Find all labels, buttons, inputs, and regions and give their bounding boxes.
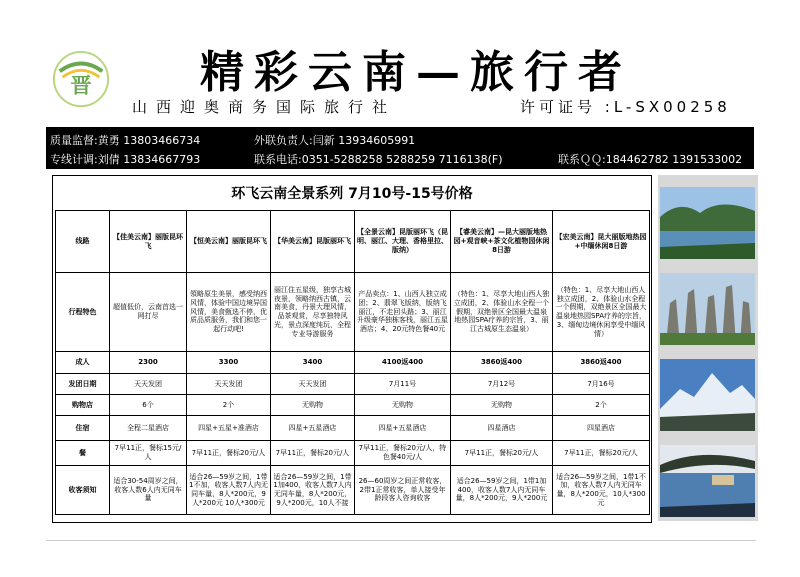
row-label-adult: 成人: [56, 352, 110, 374]
meal-row: [56, 441, 650, 466]
table-cell: 7月16号: [553, 374, 650, 395]
external-contact: 外联负责人:闫新 13934605991: [254, 134, 416, 147]
table-cell: 26—60周岁之间正常收客，2带1正常收客，单人接受年龄段客人咨询收客: [355, 466, 451, 515]
table-cell: 領略原生美景，感受纳西风情，体验中国边境异国风情，美食甄选不停，优质品质服务，我们和您一起行动吧!: [187, 273, 271, 352]
table-cell: 天天发团: [271, 374, 355, 395]
row-label-hotel: 住宿: [56, 416, 110, 441]
svg-text:晋: 晋: [70, 73, 92, 99]
table-cell: 适合26—59岁之间，1带1不加，收客人数7人内无同车量，8人*200元，9人*200元 10人*300元: [187, 466, 271, 515]
adult-price-row: [56, 352, 650, 374]
table-cell: 7早11正，餐标20元/人: [187, 441, 271, 466]
table-cell: 四星酒店: [451, 416, 553, 441]
hotel-row: [56, 416, 650, 441]
photo-sidebar: [658, 175, 758, 521]
table-cell: 7月12号: [451, 374, 553, 395]
table-cell: 7早11正，餐标20元/人: [271, 441, 355, 466]
table-cell: 超值低价，云南首选一网打尽: [110, 273, 187, 352]
table-cell: 无购物: [355, 395, 451, 416]
travel-agency-logo-icon: [52, 50, 110, 108]
table-cell: 7早11正，餐标15元/人: [110, 441, 187, 466]
table-cell: （特色：1、尽享大地山西人独立成团，2、体验山水全程一个假期，双绝景区全国最大温泉地热园SPA疗养的宗旨，3、丽江古城原生态温泉）: [451, 273, 553, 352]
table-cell: 四星+五星酒店: [271, 416, 355, 441]
price-table: [55, 210, 650, 515]
snow-mountain-photo: [660, 359, 755, 431]
table-cell: 无购物: [451, 395, 553, 416]
table-cell: 四星+五星酒店: [355, 416, 451, 441]
divider: [46, 540, 756, 541]
table-cell: 7早11正，餐标20元/人: [553, 441, 650, 466]
table-cell: 丽江住五星级，独享古城夜景，领略纳西古镇，云南美食，丹景大理风情，品茶观赏，尽享独特风光，景点深度纯玩，全程专业导游服务: [271, 273, 355, 352]
lake-landscape-photo: [660, 187, 755, 259]
license-number: 许可证号 :L-SX00258: [520, 98, 731, 116]
tour-planner: 专线计调:刘倩 13834667793: [50, 153, 201, 166]
departure-row: [56, 374, 650, 395]
notes-row: [56, 466, 650, 515]
table-cell: 2个: [187, 395, 271, 416]
table-cell: 无购物: [271, 395, 355, 416]
table-cell: 适合26—59岁之间，1带1加400，收客人数7人内无同车量，8人*200元，9人*200元，10人不接: [271, 466, 355, 515]
price-panel: [52, 175, 652, 523]
table-cell: 产品卖点：1、山西人独立成团；2、翡翠飞版纳，版纳飞丽江，不走回头路；3、丽江升级豪华独栋客栈，丽江五星酒店；4、20元特色餐40元: [355, 273, 451, 352]
table-cell: 【华美云南】昆版丽环飞: [271, 211, 355, 273]
row-label-feature: 行程特色: [56, 273, 110, 352]
row-label-shopping: 购物店: [56, 395, 110, 416]
table-cell: 全程二星酒店: [110, 416, 187, 441]
quality-supervisor: 质量监督:黄勇 13803466734: [50, 134, 201, 147]
price-cell: 2300: [110, 352, 187, 374]
table-title: 环飞云南全景系列 7月10号-15号价格: [231, 186, 473, 202]
stone-forest-photo: [660, 273, 755, 345]
agency-name: 山西迎奥商务国际旅行社: [132, 98, 397, 116]
table-cell: 【睿美云南】—昆大丽版地热园+观音峡+茶文化植物园休闲8日游: [451, 211, 553, 273]
table-cell: 四星酒店: [553, 416, 650, 441]
table-cell: 【恒美云南】丽版昆环飞: [187, 211, 271, 273]
qq-numbers: 联系ＱＱ:184462782 1391533002: [558, 153, 743, 166]
table-cell: 2个: [553, 395, 650, 416]
price-cell: 3300: [187, 352, 271, 374]
table-cell: 7早11正，餐标20元/人，特色餐40元/人: [355, 441, 451, 466]
phone-numbers: 联系电话:0351-5288258 5288259 7116138(F): [254, 153, 503, 166]
table-cell: 适合26—59岁之间，1带1加400，收客人数7人内无同车量，8人*200元，9人*200元: [451, 466, 553, 515]
table-cell: 适合26—59岁之间，1带1不加，收客人数7人内无同车量，8人*200元，10人*300元: [553, 466, 650, 515]
table-cell: 天天发团: [187, 374, 271, 395]
table-cell: （特色：1、尽享大地山西人独立成团，2、体验山水全程一个假期，双绝景区全国最大温泉地热园SPA疗养的宗旨，3、缅甸边境休闲享受中缅风情）: [553, 273, 650, 352]
price-cell: 3860返400: [553, 352, 650, 374]
row-label-notes: 收客须知: [56, 466, 110, 515]
table-cell: 【宏美云南】昆大丽版地热园+中缅休闲8日游: [553, 211, 650, 273]
row-label-route: 线路: [56, 211, 110, 273]
table-cell: 天天发团: [110, 374, 187, 395]
contact-bar: [46, 127, 754, 169]
table-cell: 【佳美云南】丽版昆环飞: [110, 211, 187, 273]
table-cell: 7早11正，餐标20元/人: [451, 441, 553, 466]
table-cell: 适合30-54周岁之间，收客人数6人内无同车量: [110, 466, 187, 515]
table-cell: 【全景云南】昆版丽环飞（昆明、丽江、大理、香格里拉、版纳）: [355, 211, 451, 273]
row-label-meal: 餐: [56, 441, 110, 466]
table-cell: 四星+五星+准酒店: [187, 416, 271, 441]
row-label-departure: 发团日期: [56, 374, 110, 395]
feature-row: [56, 273, 650, 352]
price-cell: 3400: [271, 352, 355, 374]
shopping-row: [56, 395, 650, 416]
lakeside-sunset-photo: [660, 445, 755, 517]
price-cell: 4100返400: [355, 352, 451, 374]
page-title: 精彩云南—旅行者: [200, 47, 632, 98]
price-cell: 3860返400: [451, 352, 553, 374]
route-row: [56, 211, 650, 273]
table-cell: 7月11号: [355, 374, 451, 395]
table-cell: 6个: [110, 395, 187, 416]
